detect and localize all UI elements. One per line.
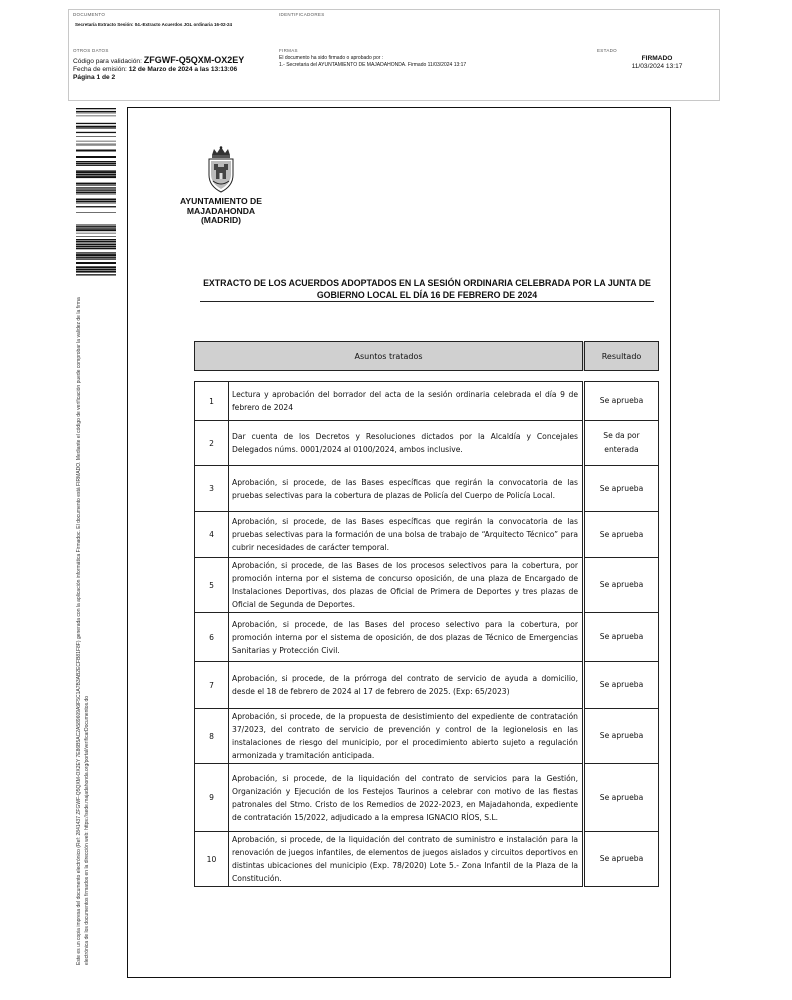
table-row	[195, 832, 659, 887]
table-row	[195, 466, 659, 512]
row-subject: Aprobación, si procede, de las Bases del proceso selectivo para la cobertura, por promoción interna por el sistema de oposición, de dos plazas de Técnico de Emergencias Sanitarias y Protección Civil.	[229, 613, 584, 662]
estado-value: FIRMADO	[641, 55, 673, 62]
firmas-line-1: El documento ha sido firmado o aprobado por :	[279, 55, 384, 61]
validation-code[interactable]: ZFGWF-Q5QXM-OX2EY	[143, 55, 245, 65]
org-line-3: (MADRID)	[200, 215, 242, 225]
verification-side-text: Este es un copia impresa del documento electrónico (Ref: 2841437 ZFGWF-Q5QXM-OX2EY 7E86B5AC2A589609A9F5C1A7B3AB2ECFB81F8F) generada con la aplicación informática Firmadoc. El documento está FIRMADO. Mediante el código de verificación puede comprobar la validez de la firma electrónica de los documentos firmados en la dirección web: https://sede.majadahonda.org/portal/verificarDocumentos.do	[76, 297, 90, 965]
documento-cell	[69, 10, 275, 46]
emission-date: 12 de Marzo de 2024 a las 13:13:06	[128, 66, 238, 73]
row-result: Se aprueba	[584, 558, 659, 613]
organization-name	[166, 197, 276, 226]
table-row	[195, 512, 659, 558]
estado-label: ESTADO	[597, 48, 617, 53]
row-number: 8	[195, 709, 229, 764]
documento-value: Secretaría Extracto Sesión: 04.-Extracto Acuerdos JGL ordinaria 16-02-24	[75, 22, 233, 27]
header-spacer	[195, 371, 659, 382]
firmas-label: FIRMAS	[279, 48, 298, 53]
page-indicator: Página 1 de 2	[73, 74, 116, 81]
table-row	[195, 662, 659, 709]
document-metadata-header	[68, 9, 720, 101]
coat-of-arms-icon	[205, 145, 237, 193]
otros-datos-label: OTROS DATOS	[73, 48, 109, 53]
table-row	[195, 764, 659, 832]
row-number: 4	[195, 512, 229, 558]
org-line-2: MAJADAHONDA	[186, 205, 256, 216]
document-title: EXTRACTO DE LOS ACUERDOS ADOPTADOS EN LA SESIÓN ORDINARIA CELEBRADA POR LA JUNTA DE GOBIERNO LOCAL EL DÍA 16 DE FEBRERO DE 2024	[200, 277, 654, 302]
estado-cell	[593, 46, 721, 102]
validation-code-prefix: Código para validación:	[73, 58, 144, 65]
row-result: Se aprueba	[584, 466, 659, 512]
row-subject: Lectura y aprobación del borrador del acta de la sesión ordinaria celebrada el día 9 de febrero de 2024	[229, 382, 584, 421]
row-result: Se aprueba	[584, 613, 659, 662]
row-subject: Aprobación, si procede, de las Bases específicas que regirán la convocatoria de las pruebas selectivas para la cobertura de plazas de Policía del Cuerpo de Policía Local.	[229, 466, 584, 512]
column-header-asuntos: Asuntos tratados	[195, 342, 584, 371]
row-number: 7	[195, 662, 229, 709]
row-result: Se aprueba	[584, 382, 659, 421]
agenda-table-body	[195, 382, 659, 887]
row-number: 9	[195, 764, 229, 832]
table-header-row	[195, 342, 659, 371]
estado-date: 11/03/2024 13:17	[631, 62, 683, 70]
row-result: Se aprueba	[584, 764, 659, 832]
estado-value-block	[597, 55, 717, 70]
table-row	[195, 709, 659, 764]
firmas-line-2: 1.- Secretaria del AYUNTAMIENTO DE MAJADAHONDA. Firmado 11/03/2024 13:17	[279, 61, 467, 68]
row-subject: Aprobación, si procede, de la propuesta de desistimiento del expediente de contratación 37/2023, del contrato de servicio de prevención y control de la legionelosis en las instalaciones de riesgo del municipio, por el procedimiento abierto sujeto a regulación armonizada y tramitación anticipada.	[229, 709, 584, 764]
validation-code-line	[73, 56, 271, 66]
table-row	[195, 558, 659, 613]
row-number: 5	[195, 558, 229, 613]
row-subject: Aprobación, si procede, de la liquidación del contrato de servicios para la Gestión, Organización y Ejecución de los Festejos Taurinos a celebrar con motivo de las fiestas patronales del Stmo. Cristo de los Remedios de 2022-2023, en Majadahonda, expediente de contratación 15/2022, adjudicado a la empresa IGNACIO RÍOS, S.L.	[229, 764, 584, 832]
identificadores-label: IDENTIFICADORES	[279, 12, 325, 17]
header-spacer-row	[195, 371, 659, 382]
row-subject: Aprobación, si procede, de la liquidación del contrato de suministro e instalación para la renovación de juegos infantiles, de elementos de juegos aislados y circuitos deportivos en distintas ubicaciones del municipio (Exp. 78/2020) Lote 5.- Zona Infantil de la Plaza de la Constitución.	[229, 832, 584, 887]
org-line-1: AYUNTAMIENTO DE	[180, 196, 262, 206]
emission-date-line	[73, 66, 271, 74]
table-row	[195, 382, 659, 421]
row-number: 10	[195, 832, 229, 887]
row-number: 6	[195, 613, 229, 662]
barcode-image	[76, 108, 116, 276]
row-result: Se aprueba	[584, 832, 659, 887]
table-row	[195, 613, 659, 662]
row-subject: Aprobación, si procede, de la prórroga del contrato de servicio de ayuda a domicilio, desde el 18 de febrero de 2024 al 17 de febrero de 2025. (Exp: 65/2023)	[229, 662, 584, 709]
emission-date-prefix: Fecha de emisión:	[73, 66, 129, 73]
agenda-table	[194, 341, 659, 887]
identificadores-cell	[275, 10, 721, 46]
row-subject: Aprobación, si procede, de las Bases de los procesos selectivos para la cobertura, por promoción interna por el sistema de concurso oposición, de una plaza de Encargado de Instalaciones Deportivas, dos plazas de Oficial de Primera de Deportes y tres plazas de Oficial de Segunda de Deportes.	[229, 558, 584, 613]
row-result: Se aprueba	[584, 662, 659, 709]
documento-label: DOCUMENTO	[73, 12, 106, 17]
row-result: Se aprueba	[584, 512, 659, 558]
row-subject: Dar cuenta de los Decretos y Resoluciones dictados por la Alcaldía y Concejales Delegados núms. 0001/2024 al 0100/2024, ambos inclusive.	[229, 421, 584, 466]
row-number: 3	[195, 466, 229, 512]
row-result: Se da por enterada	[584, 421, 659, 466]
otros-datos-cell	[69, 46, 275, 102]
row-number: 2	[195, 421, 229, 466]
row-number: 1	[195, 382, 229, 421]
firmas-cell	[275, 46, 593, 102]
column-header-resultado: Resultado	[584, 342, 659, 371]
row-result: Se aprueba	[584, 709, 659, 764]
row-subject: Aprobación, si procede, de las Bases específicas que regirán la convocatoria de las pruebas selectivas para la formación de una bolsa de trabajo de “Arquitecto Técnico” para cubrir necesidades de carácter temporal.	[229, 512, 584, 558]
table-row	[195, 421, 659, 466]
